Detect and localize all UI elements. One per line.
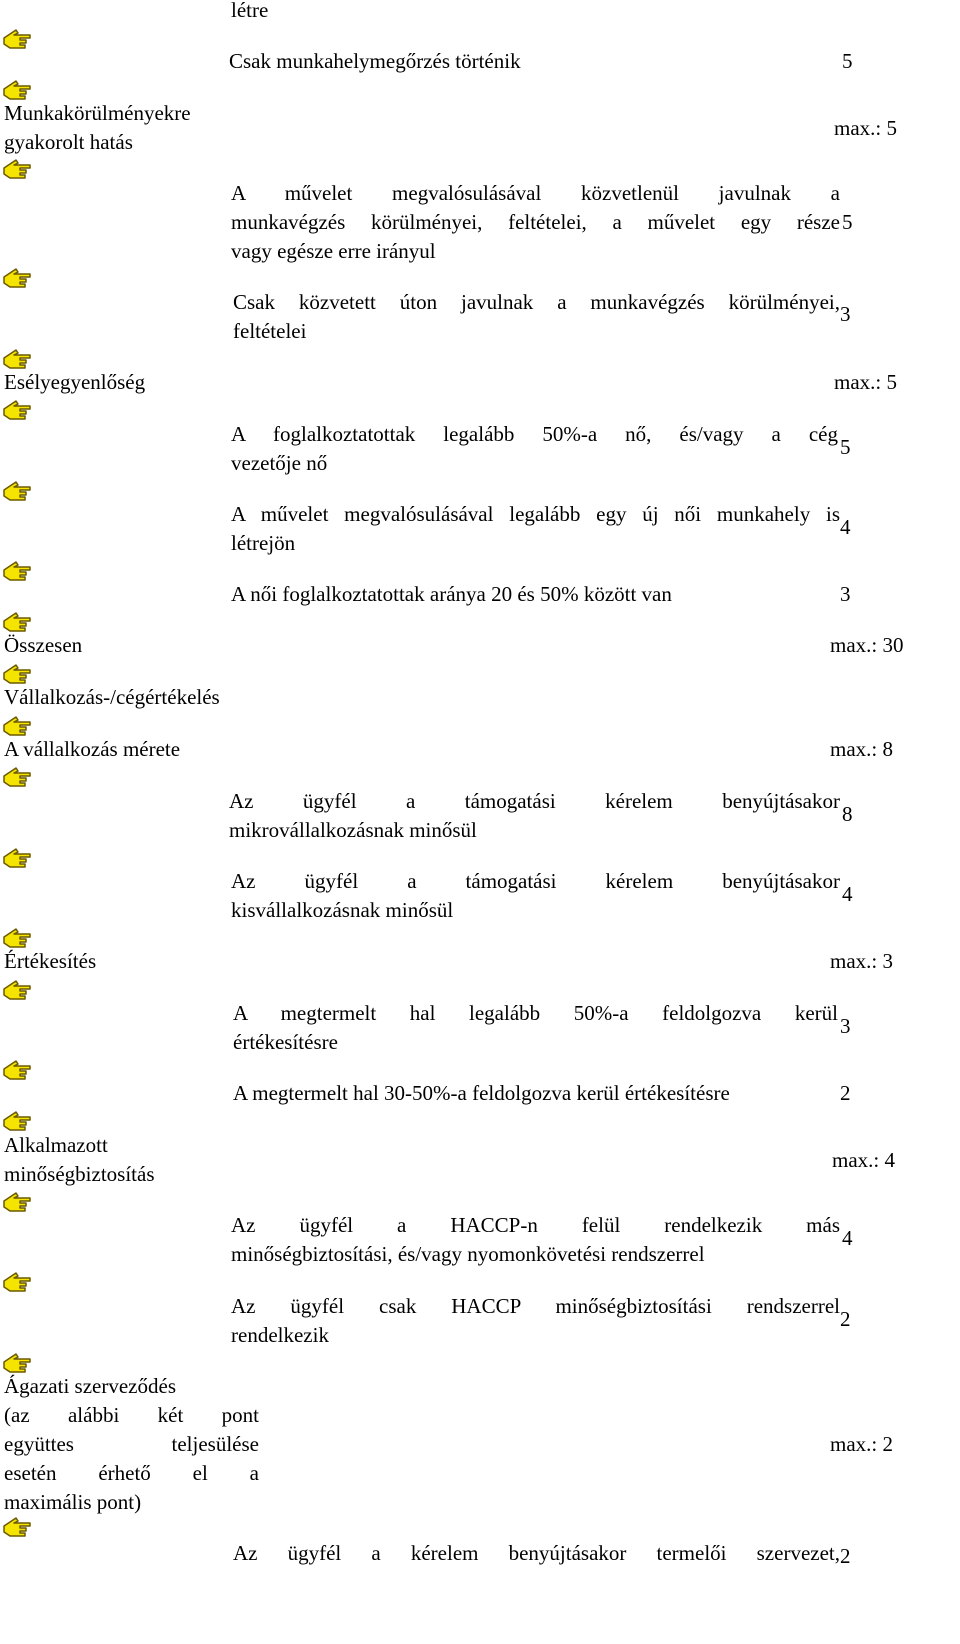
criterion-text: Csak munkahelymegőrzés történik: [229, 49, 521, 73]
criterion-text: Az ügyfél a támogatási kérelem benyújtásakor kisvállalkozásnak minősül: [231, 869, 840, 922]
criterion-score: 2: [840, 1081, 851, 1105]
criterion-text: Az ügyfél csak HACCP minőségbiztosítási rendszerrel rendelkezik: [231, 1294, 840, 1347]
pointing-hand-icon: [2, 609, 34, 633]
criterion-score: 2: [840, 1307, 851, 1331]
criterion-text: A művelet megvalósulásával legalább egy új női munkahely is létrejön: [231, 502, 840, 555]
pointing-hand-icon: [2, 1350, 34, 1374]
section-heading: Vállalkozás-/cégértékelés: [4, 685, 220, 709]
criterion-score: 3: [840, 1014, 851, 1038]
category-label: A vállalkozás mérete: [4, 737, 181, 761]
category-label: gyakorolt hatás: [4, 130, 133, 154]
criterion-text: Az ügyfél a HACCP-n felül rendelkezik más minőségbiztosítási, és/vagy nyomonkövetési rendszerrel: [231, 1213, 840, 1266]
pointing-hand-icon: [2, 845, 34, 869]
category-max: max.: 8: [830, 737, 893, 761]
pointing-hand-icon: [2, 661, 34, 685]
criterion-text: A női foglalkoztatottak aránya 20 és 50% között van: [231, 582, 672, 606]
total-max: max.: 30: [830, 633, 904, 657]
category-label: Alkalmazott: [4, 1133, 108, 1157]
pointing-hand-icon: [2, 1057, 34, 1081]
criterion-text: A megtermelt hal 30-50%-a feldolgozva kerül értékesítésre: [233, 1081, 730, 1105]
pointing-hand-icon: [2, 1514, 34, 1538]
criterion-score: 4: [842, 882, 853, 906]
category-label: Értékesítés: [4, 949, 97, 973]
pointing-hand-icon: [2, 77, 34, 101]
category-label: Ágazati szerveződés (az alábbi két pont együttes teljesülése esetén érhető el a maximális pont): [4, 1374, 259, 1514]
pointing-hand-icon: [2, 1269, 34, 1293]
pointing-hand-icon: [2, 713, 34, 737]
pointing-hand-icon: [2, 346, 34, 370]
criterion-text: létre: [231, 0, 269, 22]
criterion-score: 4: [842, 1226, 853, 1250]
criterion-score: 3: [840, 302, 851, 326]
criterion-score: 3: [840, 582, 851, 606]
criterion-score: 4: [840, 515, 851, 539]
criterion-text: A megtermelt hal legalább 50%-a feldolgozva kerül értékesítésre: [233, 1001, 838, 1054]
criterion-text: A foglalkoztatottak legalább 50%-a nő, és/vagy a cég vezetője nő: [231, 422, 838, 475]
pointing-hand-icon: [2, 1189, 34, 1213]
category-max: max.: 2: [830, 1432, 893, 1456]
pointing-hand-icon: [2, 26, 34, 50]
category-label: minőségbiztosítás: [4, 1162, 155, 1186]
category-label: Esélyegyenlőség: [4, 370, 146, 394]
criterion-text: Csak közvetett úton javulnak a munkavégzés körülményei, feltételei: [233, 290, 840, 343]
criterion-score: 5: [840, 435, 851, 459]
category-max: max.: 3: [830, 949, 893, 973]
pointing-hand-icon: [2, 1108, 34, 1132]
pointing-hand-icon: [2, 397, 34, 421]
category-max: max.: 4: [832, 1148, 895, 1172]
criterion-score: 2: [840, 1544, 851, 1568]
category-max: max.: 5: [834, 116, 897, 140]
criterion-text: A művelet megvalósulásával közvetlenül javulnak a munkavégzés körülményei, feltételei, a művelet egy része vagy egésze erre irányul: [231, 181, 840, 263]
pointing-hand-icon: [2, 265, 34, 289]
criterion-text: Az ügyfél a kérelem benyújtásakor termelői szervezet,: [233, 1541, 840, 1565]
pointing-hand-icon: [2, 478, 34, 502]
criterion-text: Az ügyfél a támogatási kérelem benyújtásakor mikrovállalkozásnak minősül: [229, 789, 840, 842]
pointing-hand-icon: [2, 925, 34, 949]
category-label: Munkakörülményekre: [4, 101, 191, 125]
pointing-hand-icon: [2, 764, 34, 788]
pointing-hand-icon: [2, 156, 34, 180]
criterion-score: 8: [842, 802, 853, 826]
category-max: max.: 5: [834, 370, 897, 394]
criterion-score: 5: [842, 49, 853, 73]
total-label: Összesen: [4, 633, 83, 657]
pointing-hand-icon: [2, 977, 34, 1001]
criterion-score: 5: [842, 210, 853, 234]
pointing-hand-icon: [2, 558, 34, 582]
